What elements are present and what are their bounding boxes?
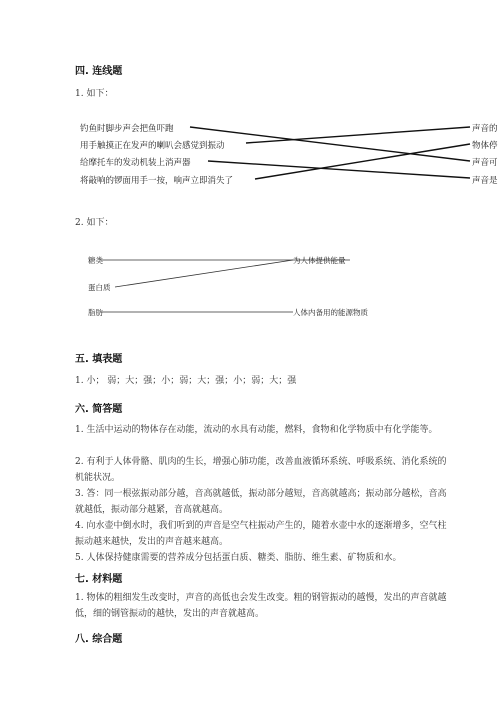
q2-left-item-3: 脂肪 bbox=[88, 308, 103, 317]
section-title-matching: 四. 连线题 bbox=[75, 66, 123, 77]
q2-left-item-2: 蛋白质 bbox=[88, 283, 111, 292]
q1-right-item-4: 声音是 bbox=[472, 176, 498, 186]
q1-right-item-3: 声音可 bbox=[472, 158, 498, 168]
section-title-material: 七. 材料题 bbox=[75, 574, 123, 585]
q2-right-item-2: 人体内备用的能源物质 bbox=[293, 308, 368, 317]
short-answer-5: 5. 人体保持健康需要的营养成分包括蛋白质、糖类、脂肪、维生素、矿物质和水。 bbox=[75, 553, 402, 563]
q2-connector-lines bbox=[100, 260, 350, 312]
short-answer-3: 3. 答：同一根弦振动部分越，音高就越低，振动部分越短，音高就越高；振动部分越松，音高就越低，振动部分越紧，音高就越高。 bbox=[75, 489, 447, 515]
short-answer-4: 4. 向水壶中倒水时，我们听到的声音是空气柱振动产生的，随着水壶中水的逐渐增多，空气柱振动越来越快，发出的声音越来越高。 bbox=[75, 521, 447, 547]
short-answer-1: 1. 生活中运动的物体存在动能，流动的水具有动能，燃料，食物和化学物质中有化学能等。 bbox=[75, 425, 438, 435]
fill-table-answer: 1. 小； 弱；大；强；小；弱；大；强；小；弱；大；强 bbox=[75, 376, 297, 386]
q1-connector-lines bbox=[190, 127, 470, 179]
q1-line-3 bbox=[208, 161, 470, 178]
question-1-label: 1. 如下： bbox=[75, 89, 114, 99]
section-title-fill-table: 五. 填表题 bbox=[75, 354, 123, 365]
q2-right-item-1: 为人体提供能量 bbox=[293, 256, 346, 265]
q1-left-item-2: 用手触摸正在发声的喇叭会感觉到振动 bbox=[80, 141, 225, 151]
section-title-comprehensive: 八. 综合题 bbox=[75, 634, 123, 645]
q1-right-item-2: 物体停 bbox=[472, 141, 498, 151]
section-title-short-answer: 六. 简答题 bbox=[75, 404, 123, 415]
material-answer: 1. 物体的粗细发生改变时，声音的高低也会发生改变。粗的钢管振动的越慢，发出的声音就越低，细的钢管振动的越快，发出的声音就越高。 bbox=[75, 593, 447, 619]
q1-left-item-4: 将敲响的锣面用手一按，响声立即消失了 bbox=[80, 176, 234, 186]
question-2-label: 2. 如下： bbox=[75, 218, 114, 228]
q1-left-item-1: 钓鱼时脚步声会把鱼吓跑 bbox=[80, 124, 174, 134]
q1-line-1 bbox=[190, 127, 470, 161]
q1-left-item-3: 给摩托车的发动机装上消声器 bbox=[80, 158, 191, 168]
q1-line-2 bbox=[246, 127, 470, 143]
q1-right-item-1: 声音的 bbox=[472, 124, 498, 134]
q2-left-item-1: 糖类 bbox=[88, 256, 103, 265]
q1-line-4 bbox=[255, 144, 470, 179]
q2-line-2 bbox=[115, 260, 293, 287]
short-answer-2: 2. 有利于人体骨骼、肌肉的生长，增强心肺功能，改善血液循环系统、呼吸系统、消化系统的机能状况。 bbox=[75, 457, 447, 483]
